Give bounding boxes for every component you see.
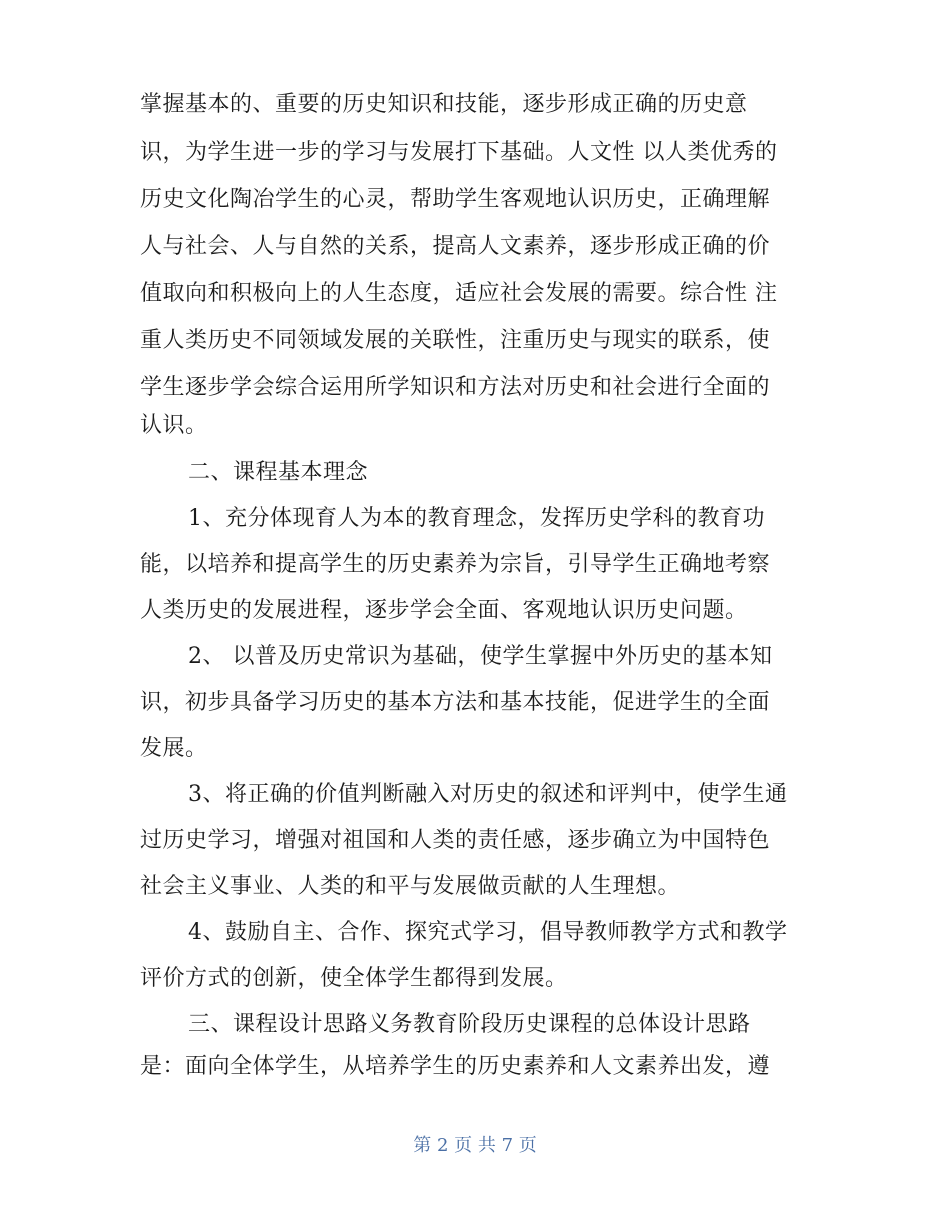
text-line: 历史文化陶冶学生的心灵，帮助学生客观地认识历史，正确理解: [140, 187, 771, 212]
text-line: 过历史学习，增强对祖国和人类的责任感，逐步确立为中国特色: [140, 828, 771, 853]
text-line: 发展。: [140, 736, 208, 761]
text-line: 掌握基本的、重要的历史知识和技能，逐步形成正确的历史意: [140, 92, 748, 117]
text-line: 人与社会、人与自然的关系，提高人文素养，逐步形成正确的价: [140, 234, 771, 259]
text-line: 社会主义事业、人类的和平与发展做贡献的人生理想。: [140, 874, 681, 899]
text-line: 重人类历史不同领域发展的关联性，注重历史与现实的联系，使: [140, 328, 771, 353]
text-line: 是：面向全体学生，从培养学生的历史素养和人文素养出发，遵: [140, 1054, 771, 1079]
text-line: 4、鼓励自主、合作、探究式学习，倡导教师教学方式和教学: [188, 920, 788, 945]
text-line: 评价方式的创新，使全体学生都得到发展。: [140, 966, 568, 991]
text-line: 1、充分体现育人为本的教育理念，发挥历史学科的教育功: [188, 506, 765, 531]
text-line: 能，以培养和提高学生的历史素养为宗旨，引导学生正确地考察: [140, 552, 771, 577]
text-line: 3、将正确的价值判断融入对历史的叙述和评判中，使学生通: [188, 782, 788, 807]
section-heading: 三、课程设计思路义务教育阶段历史课程的总体设计思路: [188, 1012, 751, 1037]
text-line: 2、 以普及历史常识为基础，使学生掌握中外历史的基本知: [188, 644, 773, 669]
text-line: 识，为学生进一步的学习与发展打下基础。人文性 以人类优秀的: [140, 140, 778, 165]
page-number: 第 2 页 共 7 页: [413, 1135, 537, 1156]
text-line: 人类历史的发展进程，逐步学会全面、客观地认识历史问题。: [140, 598, 748, 623]
section-heading: 二、课程基本理念: [188, 460, 369, 485]
text-line: 认识。: [140, 413, 208, 438]
text-line: 识，初步具备学习历史的基本方法和基本技能，促进学生的全面: [140, 690, 771, 715]
text-line: 学生逐步学会综合运用所学知识和方法对历史和社会进行全面的: [140, 375, 771, 400]
text-line: 值取向和积极向上的人生态度，适应社会发展的需要。综合性 注: [140, 281, 778, 306]
